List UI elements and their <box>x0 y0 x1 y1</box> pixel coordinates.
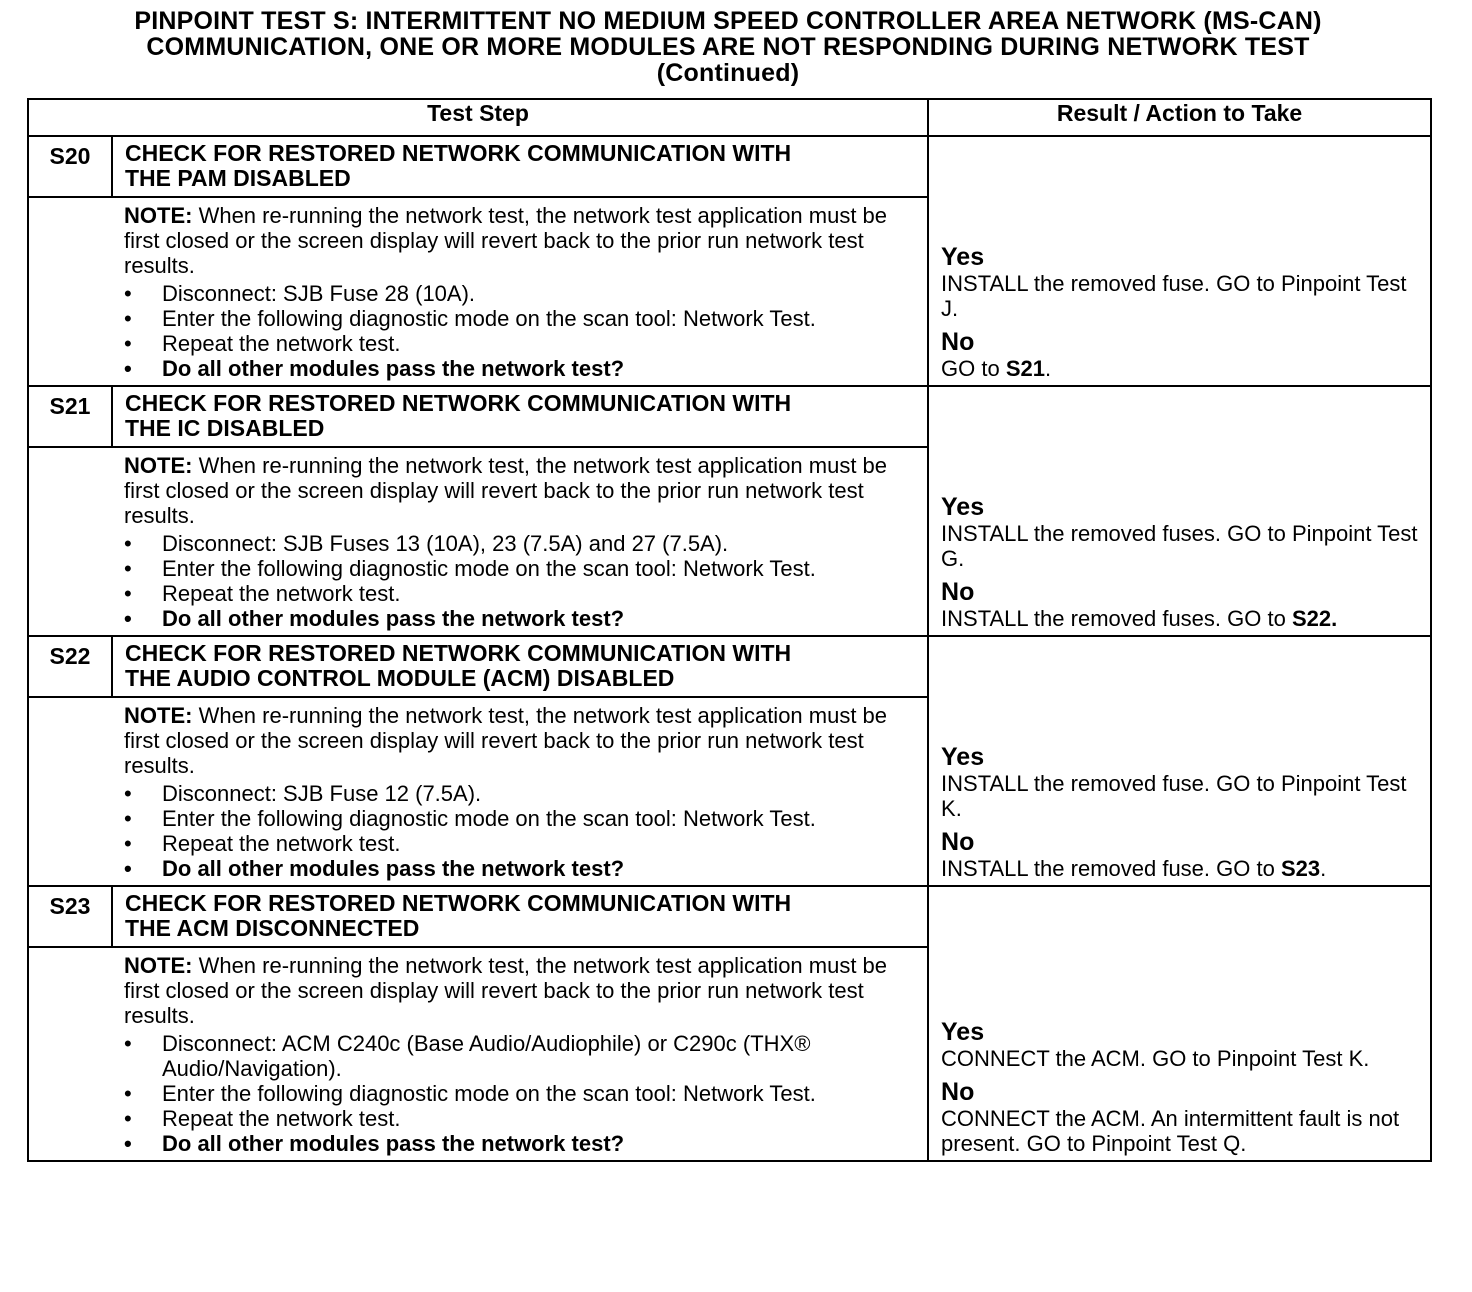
step-bullet: • Disconnect: ACM C240c (Base Audio/Audiophile) or C290c (THX® Audio/Navigation). <box>124 1031 917 1081</box>
step-note <box>124 703 917 778</box>
column-header-test-step: Test Step <box>28 99 928 136</box>
step-title-line-2: THE IC DISABLED <box>125 415 325 441</box>
step-bullet: • Repeat the network test. <box>124 331 917 356</box>
yes-label: Yes <box>941 243 985 271</box>
step-question: • Do all other modules pass the network test? <box>124 356 917 381</box>
step-title-row <box>28 386 1431 447</box>
no-action-text: CONNECT the ACM. An intermittent fault is not present. GO to Pinpoint Test Q. <box>941 1106 1400 1156</box>
step-question: • Do all other modules pass the network test? <box>124 856 917 881</box>
yes-action: CONNECT the ACM. GO to Pinpoint Test K. <box>941 1046 1370 1071</box>
yes-action: INSTALL the removed fuse. GO to Pinpoint Test J. <box>941 271 1407 321</box>
step-title-line-1: CHECK FOR RESTORED NETWORK COMMUNICATION WITH <box>125 390 792 416</box>
no-label: No <box>941 1078 975 1106</box>
note-label: NOTE: <box>124 453 193 478</box>
step-title <box>112 136 928 197</box>
step-question: • Do all other modules pass the network test? <box>124 1131 917 1156</box>
step-body <box>112 197 928 386</box>
step-bullet: • Disconnect: SJB Fuses 13 (10A), 23 (7.5A) and 27 (7.5A). <box>124 531 917 556</box>
step-bullet: • Repeat the network test. <box>124 1106 917 1131</box>
yes-label: Yes <box>941 743 985 771</box>
title-line-1: PINPOINT TEST S: INTERMITTENT NO MEDIUM SPEED CONTROLLER AREA NETWORK (MS-CAN) <box>134 7 1322 35</box>
no-action <box>941 856 1420 881</box>
step-id: S23 <box>28 886 112 947</box>
step-id-spacer <box>28 447 112 636</box>
column-header-result: Result / Action to Take <box>928 99 1431 136</box>
step-id-spacer <box>28 197 112 386</box>
step-body <box>112 697 928 886</box>
step-bullet: • Repeat the network test. <box>124 831 917 856</box>
step-note <box>124 203 917 278</box>
step-bullet: • Repeat the network test. <box>124 581 917 606</box>
step-result <box>928 136 1431 386</box>
no-label: No <box>941 578 975 606</box>
no-action <box>941 606 1420 631</box>
step-body <box>112 447 928 636</box>
step-bullet: • Enter the following diagnostic mode on the scan tool: Network Test. <box>124 806 917 831</box>
step-bullet: • Disconnect: SJB Fuse 28 (10A). <box>124 281 917 306</box>
note-label: NOTE: <box>124 703 193 728</box>
step-title <box>112 386 928 447</box>
step-bullet: • Enter the following diagnostic mode on the scan tool: Network Test. <box>124 1081 917 1106</box>
step-id: S22 <box>28 636 112 697</box>
no-label: No <box>941 828 975 856</box>
yes-label: Yes <box>941 493 985 521</box>
step-title-row <box>28 136 1431 197</box>
no-action-step-ref: S21 <box>1005 356 1045 381</box>
no-action-text: GO to <box>941 356 1006 381</box>
document-title <box>0 8 1456 86</box>
step-bullet-list <box>124 1031 917 1156</box>
step-bullet: • Enter the following diagnostic mode on the scan tool: Network Test. <box>124 556 917 581</box>
step-bullet: • Enter the following diagnostic mode on the scan tool: Network Test. <box>124 306 917 331</box>
step-note <box>124 453 917 528</box>
step-body <box>112 947 928 1161</box>
step-bullet-list <box>124 531 917 631</box>
note-text: When re-running the network test, the network test application must be first closed or the screen display will revert back to the prior run network test results. <box>124 203 888 278</box>
no-action <box>941 1106 1420 1156</box>
step-title-line-2: THE AUDIO CONTROL MODULE (ACM) DISABLED <box>125 665 675 691</box>
step-id-spacer <box>28 697 112 886</box>
yes-action: INSTALL the removed fuses. GO to Pinpoint Test G. <box>941 521 1418 571</box>
step-bullet: • Disconnect: SJB Fuse 12 (7.5A). <box>124 781 917 806</box>
no-label: No <box>941 328 975 356</box>
step-result <box>928 386 1431 636</box>
step-result <box>928 636 1431 886</box>
no-action-suffix: . <box>1320 856 1327 881</box>
pinpoint-test-table <box>27 98 1432 1162</box>
no-action-step-ref: S23 <box>1280 856 1321 881</box>
step-question: • Do all other modules pass the network test? <box>124 606 917 631</box>
yes-action: INSTALL the removed fuse. GO to Pinpoint Test K. <box>941 771 1407 821</box>
table-header-row <box>28 99 1431 136</box>
step-bullet-list <box>124 281 917 381</box>
no-action-suffix: . <box>1044 356 1052 381</box>
yes-label: Yes <box>941 1018 985 1046</box>
step-title-row <box>28 886 1431 947</box>
no-action-text: INSTALL the removed fuses. GO to <box>941 606 1292 631</box>
note-text: When re-running the network test, the network test application must be first closed or the screen display will revert back to the prior run network test results. <box>124 953 888 1028</box>
step-id-spacer <box>28 947 112 1161</box>
step-title-line-1: CHECK FOR RESTORED NETWORK COMMUNICATION WITH <box>125 890 792 916</box>
step-title-line-2: THE PAM DISABLED <box>125 165 351 191</box>
no-action <box>941 356 1420 381</box>
title-line-2: COMMUNICATION, ONE OR MORE MODULES ARE NOT RESPONDING DURING NETWORK TEST <box>146 33 1310 61</box>
step-title-line-1: CHECK FOR RESTORED NETWORK COMMUNICATION WITH <box>125 640 792 666</box>
step-id: S21 <box>28 386 112 447</box>
step-title-row <box>28 636 1431 697</box>
step-bullet-list <box>124 781 917 881</box>
note-text: When re-running the network test, the network test application must be first closed or the screen display will revert back to the prior run network test results. <box>124 703 888 778</box>
step-result <box>928 886 1431 1161</box>
title-line-3: (Continued) <box>656 59 800 87</box>
step-note <box>124 953 917 1028</box>
step-title <box>112 636 928 697</box>
no-action-step-ref: S22. <box>1291 606 1338 631</box>
note-text: When re-running the network test, the network test application must be first closed or the screen display will revert back to the prior run network test results. <box>124 453 888 528</box>
note-label: NOTE: <box>124 203 193 228</box>
step-title-line-1: CHECK FOR RESTORED NETWORK COMMUNICATION WITH <box>125 140 792 166</box>
step-id: S20 <box>28 136 112 197</box>
note-label: NOTE: <box>124 953 193 978</box>
step-title-line-2: THE ACM DISCONNECTED <box>125 915 420 941</box>
step-title <box>112 886 928 947</box>
no-action-text: INSTALL the removed fuse. GO to <box>941 856 1281 881</box>
